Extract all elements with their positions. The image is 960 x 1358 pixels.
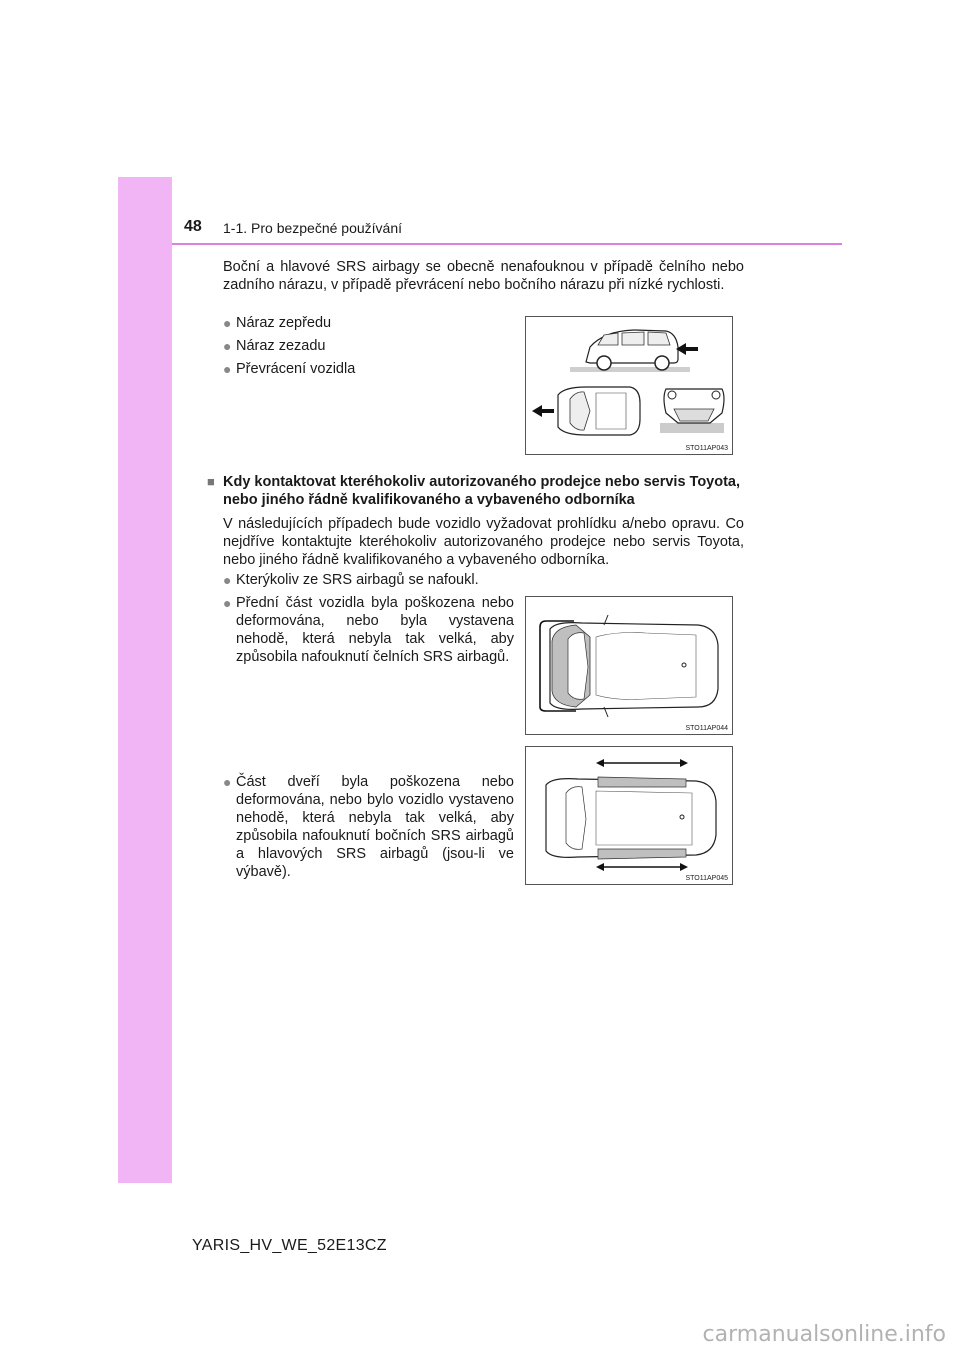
bullet-rollover — [223, 360, 355, 378]
car-top-view-icon — [526, 597, 732, 734]
bullet-dot-icon: ● — [223, 315, 232, 331]
body-paragraph: V následujících případech bude vozidlo vyžadovat prohlídku a/nebo opravu. Co nejdříve kontaktujte kteréhokoliv autorizovaného prodejce nebo servis Toyota, nebo jiného řádně kvalifikovaného a vybaveného odborníka. — [223, 516, 744, 568]
bullet-dot-icon: ● — [223, 595, 232, 611]
bullet-dot-icon: ● — [223, 338, 232, 354]
intro-paragraph: Boční a hlavové SRS airbagy se obecně nenafouknou v případě čelního nebo zadního nárazu, v případě převrácení nebo bočního nárazu při nízké rychlosti. — [223, 259, 744, 293]
figure-code: STO11AP044 — [685, 725, 728, 732]
header-rule — [172, 243, 842, 245]
bullet-text: Kterýkoliv ze SRS airbagů se nafoukl. — [236, 572, 479, 588]
bullet-text: Přední část vozidla byla poškozena nebo deformována, nebo byla vystavena nehodě, která nebyla tak velká, aby způsobila nafouknutí čelních SRS airbagů. — [236, 595, 514, 665]
bullet-rear-impact — [223, 337, 325, 355]
figure-code: STO11AP043 — [685, 445, 728, 452]
document-code-footer: YARIS_HV_WE_52E13CZ — [192, 1237, 387, 1254]
bullet-airbag-deployed — [223, 571, 744, 589]
section-heading — [207, 473, 744, 509]
figure-code: STO11AP045 — [685, 875, 728, 882]
bullet-text: Část dveří byla poškozena nebo deformována, nebo bylo vozidlo vystaveno nehodě, která nebyla tak velká, aby způsobila nafouknutí bočních SRS airbagů a hlavových SRS airbagů (jsou-li ve výbavě). — [236, 774, 514, 880]
bullet-text: Převrácení vozidla — [236, 361, 356, 377]
page-number: 48 — [184, 218, 202, 235]
bullet-dot-icon: ● — [223, 774, 232, 790]
bullet-text: Náraz zezadu — [236, 338, 326, 354]
bullet-door-damage — [223, 773, 514, 881]
bullet-front-impact — [223, 314, 331, 332]
bullet-front-damage — [223, 594, 514, 666]
section-title: 1-1. Pro bezpečné používání — [223, 220, 403, 236]
figure-front-damage — [525, 596, 733, 735]
bullet-dot-icon: ● — [223, 572, 232, 588]
chapter-sidebar-tab — [118, 177, 172, 1183]
figure-impact-types — [525, 316, 733, 455]
bullet-text: Náraz zepředu — [236, 315, 332, 331]
heading-square-icon: ■ — [207, 474, 215, 489]
bullet-dot-icon: ● — [223, 361, 232, 377]
figure-door-damage — [525, 746, 733, 885]
watermark: carmanualsonline.info — [702, 1322, 946, 1347]
car-top-view-icon — [526, 747, 732, 884]
car-illustration-icon — [526, 317, 732, 454]
heading-text: Kdy kontaktovat kteréhokoliv autorizovaného prodejce nebo servis Toyota, nebo jiného řádně kvalifikovaného a vybaveného odborníka — [223, 474, 741, 508]
